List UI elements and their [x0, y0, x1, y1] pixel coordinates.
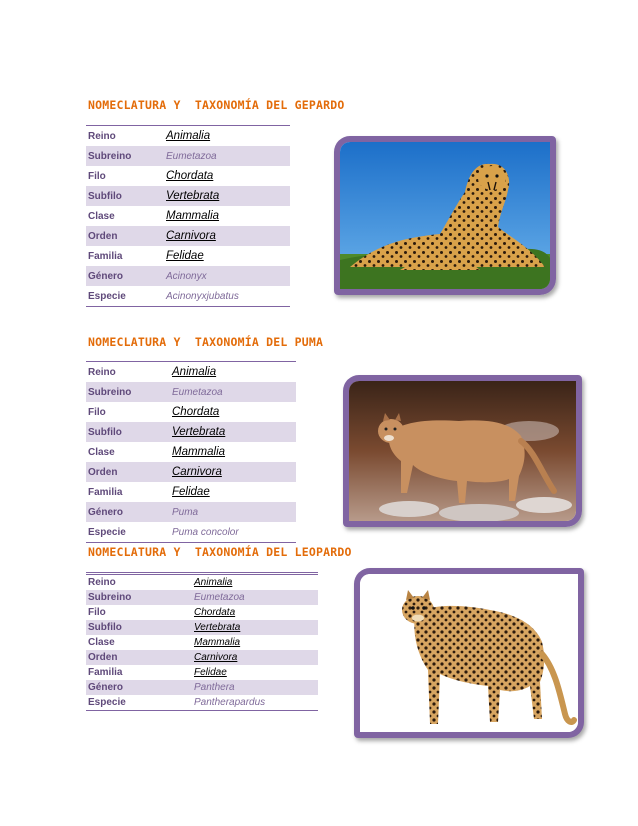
rank-value: Acinonyxjubatus	[166, 290, 239, 302]
table-row	[86, 422, 296, 442]
table-row	[86, 146, 290, 166]
table-row	[86, 665, 318, 680]
leopard-photo	[354, 568, 584, 738]
table-row	[86, 362, 296, 382]
section-title-puma: NOMECLATURA Y TAXONOMÍA DEL PUMA	[88, 335, 324, 349]
rank-value: Mammalia	[166, 210, 220, 222]
rank-label: Familia	[88, 486, 123, 498]
rank-label: Género	[88, 270, 124, 282]
rank-label: Clase	[88, 446, 115, 458]
rank-label: Familia	[88, 667, 123, 678]
table-row	[86, 382, 296, 402]
table-row	[86, 680, 318, 695]
table-row	[86, 126, 290, 146]
table-row	[86, 482, 296, 502]
section-title-leopard: NOMECLATURA Y TAXONOMÍA DEL LEOPARDO	[88, 545, 352, 559]
rank-label: Especie	[88, 697, 126, 708]
table-row	[86, 502, 296, 522]
table-row	[86, 650, 318, 665]
table-row	[86, 442, 296, 462]
rank-label: Subfilo	[88, 622, 122, 633]
rank-label: Subreino	[88, 150, 132, 162]
rank-value: Eumetazoa	[194, 592, 245, 603]
table-row	[86, 590, 318, 605]
taxonomy-table-cheetah	[86, 125, 290, 307]
rank-label: Filo	[88, 406, 106, 418]
rank-value: Vertebrata	[166, 190, 220, 202]
table-row	[86, 166, 290, 186]
rank-value: Eumetazoa	[166, 150, 217, 162]
rank-label: Orden	[88, 230, 118, 242]
rank-value: Vertebrata	[172, 426, 226, 438]
rank-value: Eumetazoa	[172, 386, 223, 398]
rank-value: Animalia	[166, 130, 211, 142]
rank-label: Filo	[88, 170, 106, 182]
rank-label: Género	[88, 682, 124, 693]
rank-label: Subreino	[88, 592, 132, 603]
table-row	[86, 575, 318, 590]
puma-photo	[343, 375, 582, 527]
rank-value: Acinonyx	[166, 270, 207, 282]
table-row	[86, 605, 318, 620]
table-row	[86, 266, 290, 286]
rank-value: Animalia	[194, 577, 233, 588]
table-row	[86, 402, 296, 422]
rank-label: Familia	[88, 250, 123, 262]
rank-value: Mammalia	[172, 446, 226, 458]
rank-value: Felidae	[172, 486, 210, 498]
rank-label: Especie	[88, 290, 126, 302]
rank-value: Chordata	[194, 607, 236, 618]
rank-value: Carnivora	[166, 230, 216, 242]
table-row	[86, 226, 290, 246]
rank-label: Clase	[88, 210, 115, 222]
table-row	[86, 286, 290, 306]
rank-value: Panthera	[194, 682, 235, 693]
taxonomy-table-puma	[86, 361, 296, 543]
rank-value: Chordata	[166, 170, 214, 182]
rank-label: Subreino	[88, 386, 132, 398]
rank-value: Vertebrata	[194, 622, 241, 633]
rank-label: Reino	[88, 577, 116, 588]
rank-value: Carnivora	[172, 466, 222, 478]
section-title-cheetah: NOMECLATURA Y TAXONOMÍA DEL GEPARDO	[88, 98, 345, 112]
rank-label: Especie	[88, 526, 126, 538]
rank-label: Subfilo	[88, 426, 122, 438]
cheetah-photo	[334, 136, 556, 295]
rank-value: Felidae	[194, 667, 227, 678]
rank-value: Chordata	[172, 406, 220, 418]
rank-value: Mammalia	[194, 637, 241, 648]
table-row	[86, 620, 318, 635]
rank-value: Animalia	[172, 366, 217, 378]
rank-value: Felidae	[166, 250, 204, 262]
table-row	[86, 246, 290, 266]
rank-label: Subfilo	[88, 190, 122, 202]
rank-label: Reino	[88, 130, 116, 142]
rank-label: Clase	[88, 637, 115, 648]
rank-value: Pantherapardus	[194, 697, 266, 708]
rank-label: Orden	[88, 466, 118, 478]
table-row	[86, 186, 290, 206]
rank-value: Puma concolor	[172, 526, 239, 538]
rank-label: Género	[88, 506, 124, 518]
rank-label: Orden	[88, 652, 118, 663]
table-row	[86, 462, 296, 482]
table-row	[86, 522, 296, 542]
table-row	[86, 206, 290, 226]
taxonomy-table-leopard	[86, 572, 318, 711]
table-row	[86, 695, 318, 710]
rank-label: Filo	[88, 607, 106, 618]
rank-label: Reino	[88, 366, 116, 378]
rank-value: Puma	[172, 506, 199, 518]
table-row	[86, 635, 318, 650]
rank-value: Carnivora	[194, 652, 238, 663]
